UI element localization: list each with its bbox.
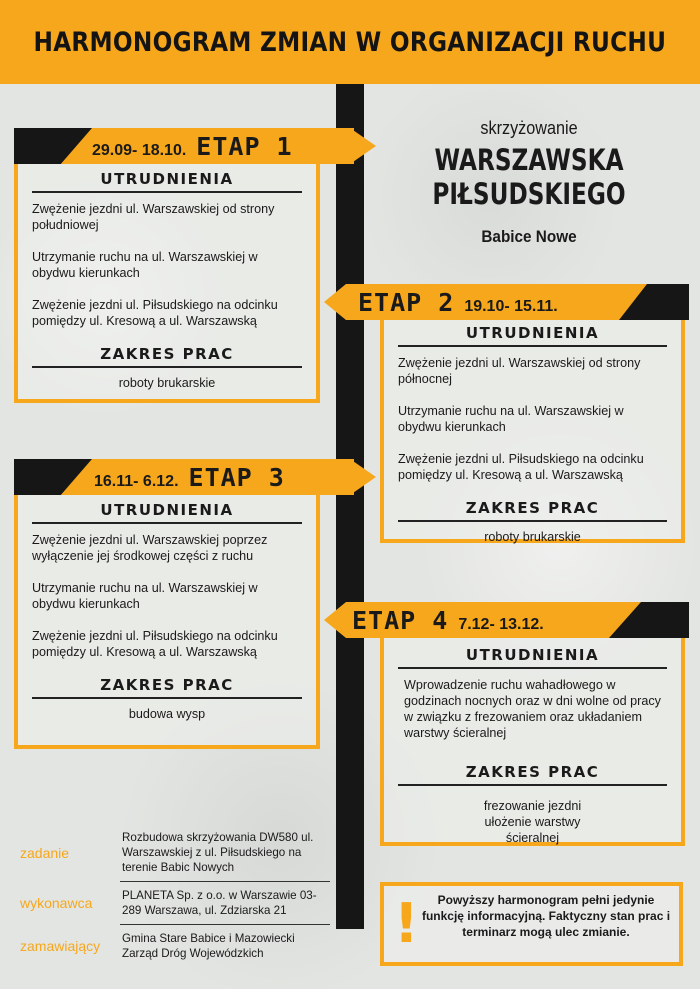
list-item: Zwężenie jezdni ul. Warszawskiej od strony południowej [32, 202, 275, 232]
stage-2-dates: 19.10- 15.11. [464, 297, 558, 315]
page-title: HARMONOGRAM ZMIAN W ORGANIZACJI RUCHU [33, 26, 667, 58]
divider [398, 345, 667, 347]
stage-2-items [384, 355, 681, 483]
list-item: Zwężenie jezdni ul. Warszawskiej poprzez wyłączenie jej środkowej części z ruchu [32, 533, 268, 563]
stage-4-box [352, 605, 685, 846]
location-place: Babice Nowe [481, 227, 577, 246]
divider [32, 697, 302, 699]
stage-1-difficulties-title: UTRUDNIENIA [100, 170, 234, 188]
credit-text: Rozbudowa skrzyżowania DW580 ul. Warszawskiej z ul. Piłsudskiego na terenie Babic Nowych [122, 831, 314, 874]
stage-1-tab [14, 128, 354, 164]
stage-1-scope-title: ZAKRES PRAC [100, 345, 234, 363]
credits-block [20, 830, 330, 961]
divider [120, 924, 330, 925]
divider [398, 784, 667, 786]
credit-text: PLANETA Sp. z o.o. w Warszawie 03-289 Warszawa, ul. Zdziarska 21 [122, 889, 317, 917]
location-street-1: WARSZAWSKA [434, 143, 624, 177]
stage-3-items [18, 532, 316, 660]
stage-2-box [358, 287, 685, 544]
stage-2-tab [346, 284, 689, 320]
divider [120, 881, 330, 882]
notice-text: Powyższy harmonogram pełni jedynie funkcję informacyjną. Faktyczny stan prac i terminarz mogą ulec zmianie. [421, 893, 671, 939]
list-item: Wprowadzenie ruchu wahadłowego w godzinach nocnych oraz w dni wolne od pracy w związku z frezowaniem oraz układaniem warstwy ścieralnej [404, 678, 661, 740]
stage-3-label: ETAP 3 [188, 462, 285, 492]
stage-3-scope: budowa wysp [128, 707, 206, 721]
stage-4-label: ETAP 4 [352, 605, 449, 635]
stage-4-dates: 7.12- 13.12. [458, 615, 544, 633]
stage-1-arrow [350, 128, 376, 164]
stage-1-box [14, 128, 320, 403]
stage-2-scope: roboty brukarskie [484, 530, 581, 544]
list-item: Utrzymanie ruchu na ul. Warszawskiej w obydwu kierunkach [398, 404, 624, 434]
stage-1-label: ETAP 1 [196, 131, 293, 161]
stage-4-items [384, 677, 681, 741]
list-item: Utrzymanie ruchu na ul. Warszawskiej w obydwu kierunkach [32, 250, 258, 280]
credit-label: zadanie [20, 844, 70, 861]
list-item: Zwężenie jezdni ul. Piłsudskiego na odcinku pomiędzy ul. Kresową a ul. Warszawską [32, 629, 278, 659]
notice-box [380, 882, 683, 966]
stage-2-arrow [324, 284, 346, 320]
location-street-2: PIŁSUDSKIEGO [432, 177, 626, 211]
stage-4-tab [346, 602, 689, 638]
stage-3-arrow [350, 459, 376, 495]
divider [32, 522, 302, 524]
list-item: Utrzymanie ruchu na ul. Warszawskiej w obydwu kierunkach [32, 581, 258, 611]
header-bar [0, 0, 700, 84]
stage-3-difficulties-title: UTRUDNIENIA [100, 501, 234, 519]
location-prefix: skrzyżowanie [480, 118, 578, 138]
credit-row-task [20, 830, 330, 875]
stage-2-scope-title: ZAKRES PRAC [465, 499, 600, 517]
credit-text: Gmina Stare Babice i Mazowiecki Zarząd Dróg Wojewódzkich [122, 932, 295, 960]
stage-4-arrow [324, 602, 346, 638]
stage-2-label: ETAP 2 [358, 287, 455, 317]
stage-4-scope-title: ZAKRES PRAC [465, 763, 600, 781]
stage-3-tab [14, 459, 354, 495]
credit-row-contractor [20, 888, 330, 918]
credit-label: zamawiający [20, 938, 101, 954]
stage-4-difficulties-title: UTRUDNIENIA [465, 646, 600, 664]
credit-label: wykonawca [20, 895, 93, 911]
exclamation-icon: ! [394, 892, 419, 955]
stage-3-scope-title: ZAKRES PRAC [100, 676, 234, 694]
divider [32, 366, 302, 368]
list-item: Zwężenie jezdni ul. Piłsudskiego na odcinku pomiędzy ul. Kresową a ul. Warszawską [32, 298, 278, 328]
stage-3-box [14, 459, 320, 749]
stage-4-scope: frezowanie jezdni ułożenie warstwy ścieralnej [483, 799, 582, 845]
stage-1-dates: 29.09- 18.10. [92, 141, 187, 159]
divider [32, 191, 302, 193]
location-block [394, 118, 664, 247]
divider [398, 667, 667, 669]
stage-2-difficulties-title: UTRUDNIENIA [465, 324, 600, 342]
list-item: Zwężenie jezdni ul. Piłsudskiego na odcinku pomiędzy ul. Kresową a ul. Warszawską [398, 452, 644, 482]
stage-3-dates: 16.11- 6.12. [94, 472, 179, 490]
stage-1-items [18, 201, 316, 329]
divider [398, 520, 667, 522]
credit-row-client [20, 931, 330, 961]
timeline-spine [336, 84, 364, 929]
stage-1-scope: roboty brukarskie [118, 376, 216, 390]
list-item: Zwężenie jezdni ul. Warszawskiej od strony północnej [398, 356, 641, 386]
